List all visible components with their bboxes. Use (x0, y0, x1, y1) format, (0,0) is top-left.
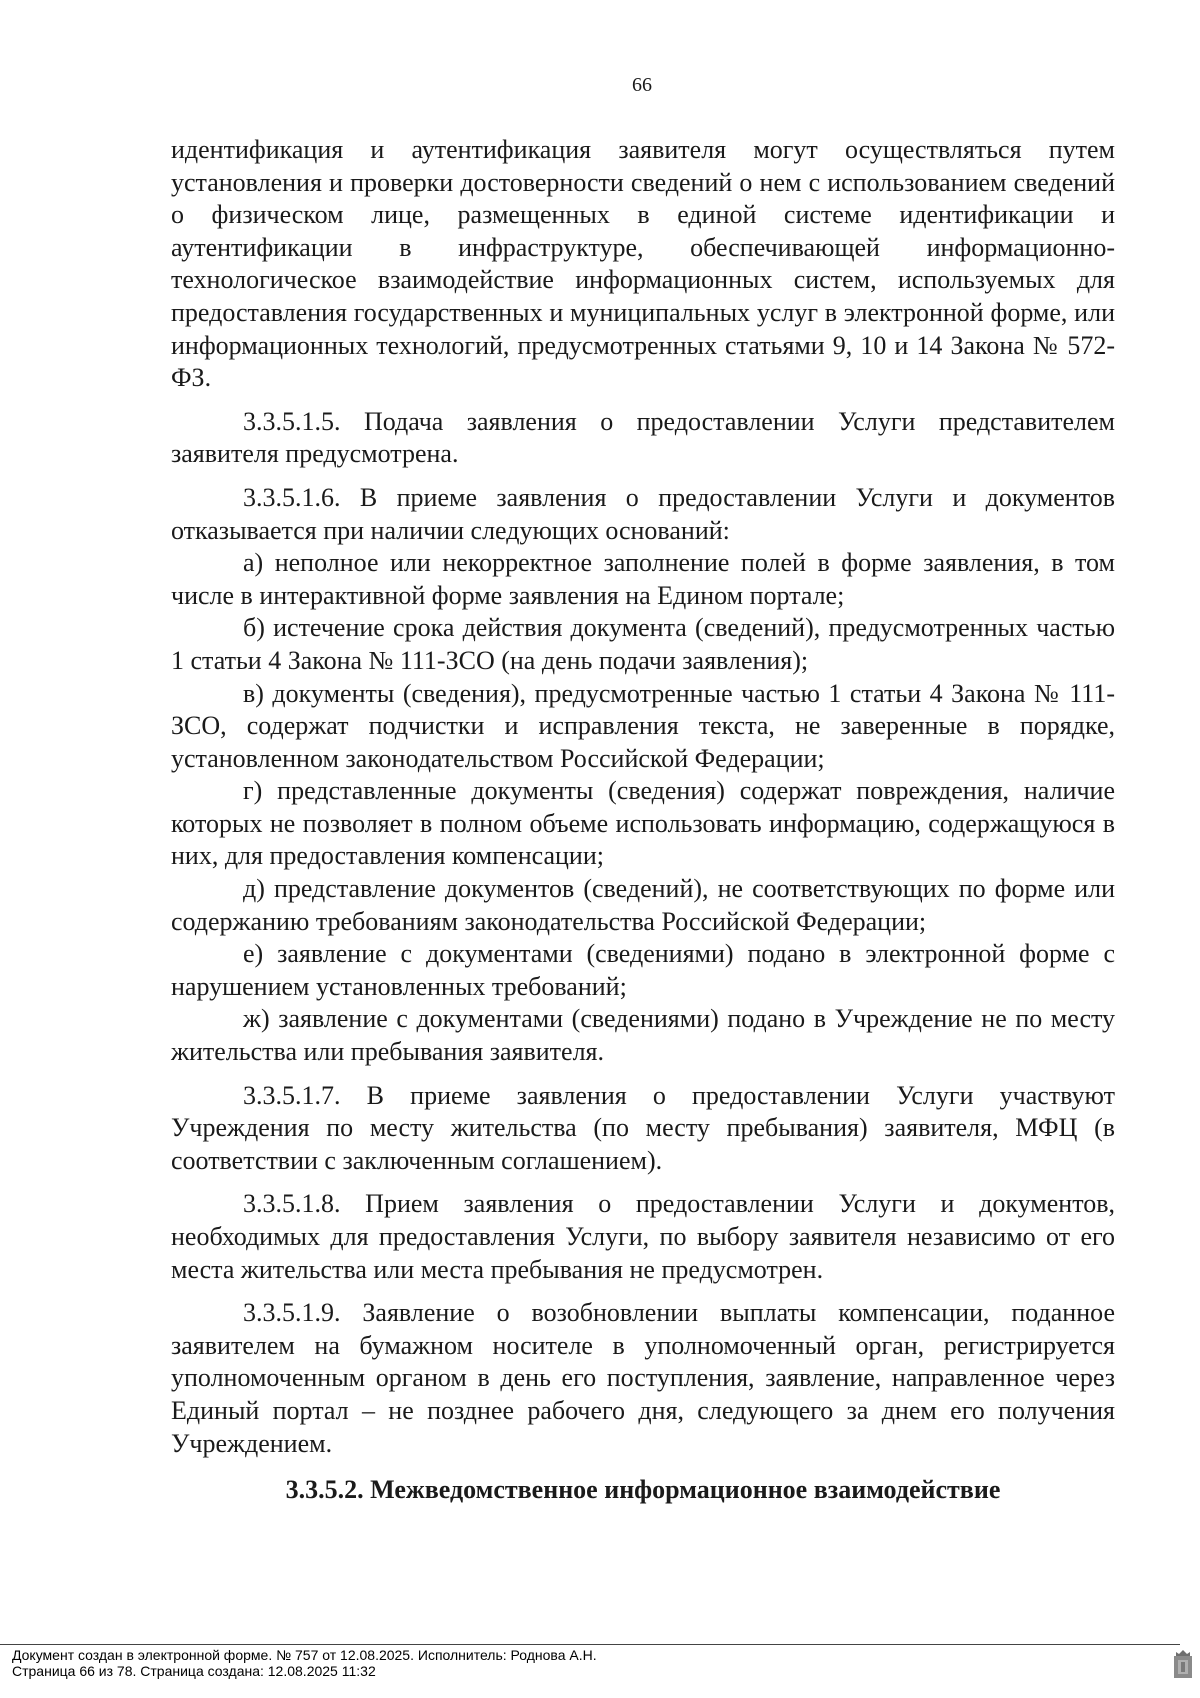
document-body (171, 134, 1115, 1507)
footer-divider (0, 1644, 1180, 1645)
section-heading-3-3-5-2: 3.3.5.2. Межведомственное информационное взаимодействие (285, 1475, 1001, 1505)
list-item-b: б) истечение срока действия документа (сведений), предусмотренных частью 1 статьи 4 Закона № 111-ЗСО (на день подачи заявления); (171, 613, 1115, 675)
list-item-e: е) заявление с документами (сведениями) подано в электронной форме с нарушением установленных требований; (171, 939, 1115, 1001)
paragraph-3-3-5-1-6: 3.3.5.1.6. В приеме заявления о предоставлении Услуги и документов отказывается при наличии следующих оснований: (171, 482, 1115, 545)
footer-page-info: Страница 66 из 78. Страница создана: 12.08.2025 11:32 (12, 1663, 376, 1679)
paragraph-3-3-5-1-8: 3.3.5.1.8. Прием заявления о предоставлении Услуги и документов, необходимых для предоставления Услуги, по выбору заявителя независимо от его места жительства или места пребывания не предусмотрен. (171, 1189, 1115, 1284)
paragraph-identification: идентификация и аутентификация заявителя могут осуществляться путем установления и проверки достоверности сведений о нем с использованием сведений о физическом лице, размещенных в единой системе идентификации и аутентификации в инфраструктуре, обеспечивающей информационно-технологическое взаимодействие информационных систем, используемых для предоставления государственных и муниципальных услуг в электронной форме, или информационных технологий, предусмотренных статьями 9, 10 и 14 Закона № 572-ФЗ. (171, 135, 1115, 393)
list-item-a: а) неполное или некорректное заполнение полей в форме заявления, в том числе в интерактивной форме заявления на Едином портале; (171, 548, 1115, 610)
paragraph-3-3-5-1-7: 3.3.5.1.7. В приеме заявления о предоставлении Услуги участвуют Учреждения по месту жительства (по месту пребывания) заявителя, МФЦ (в соответствии с заключенным соглашением). (171, 1080, 1115, 1175)
list-item-v: в) документы (сведения), предусмотренные частью 1 статьи 4 Закона № 111-ЗСО, содержат подчистки и исправления текста, не заверенные в порядке, установленном законодательством Российской Федерации; (171, 678, 1115, 773)
page-number: 66 (632, 74, 652, 96)
list-item-d: д) представление документов (сведений), не соответствующих по форме или содержанию требованиям законодательства Российской Федерации; (171, 874, 1115, 936)
paragraph-3-3-5-1-9: 3.3.5.1.9. Заявление о возобновлении выплаты компенсации, поданное заявителем на бумажном носителе в уполномоченный орган, регистрируется уполномоченным органом в день его поступления, заявление, направленное через Единый портал – не позднее рабочего дня, следующего за днем его получения Учреждением. (171, 1298, 1115, 1458)
footer-document-info: Документ создан в электронной форме. № 757 от 12.08.2025. Исполнитель: Роднова А.Н. (12, 1647, 597, 1663)
list-item-zh: ж) заявление с документами (сведениями) подано в Учреждение не по месту жительства или пребывания заявителя. (171, 1004, 1115, 1067)
paragraph-3-3-5-1-5: 3.3.5.1.5. Подача заявления о предоставлении Услуги представителем заявителя предусмотрена. (171, 406, 1115, 469)
footer (12, 1647, 597, 1679)
coat-of-arms-icon (1172, 1648, 1194, 1682)
list-item-g: г) представленные документы (сведения) содержат повреждения, наличие которых не позволяет в полном объеме использовать информацию, содержащуюся в них, для предоставления компенсации; (171, 776, 1115, 871)
